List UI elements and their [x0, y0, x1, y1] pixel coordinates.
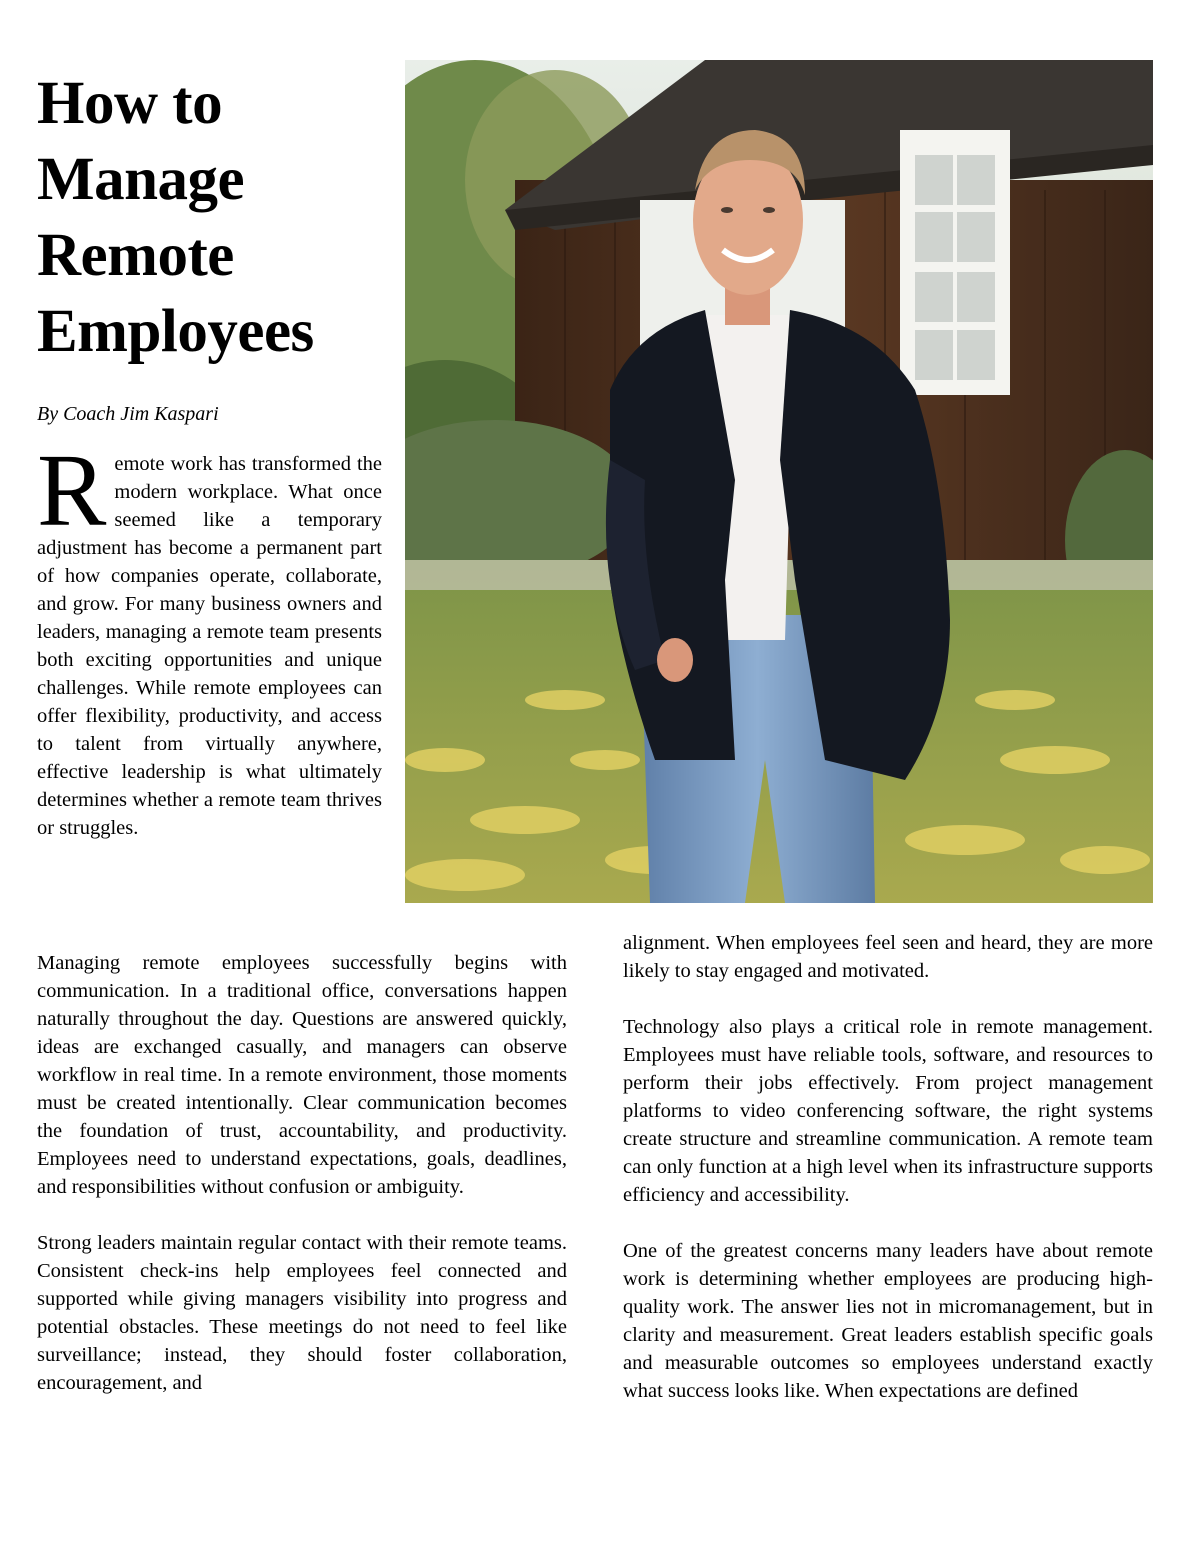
paragraph-quality: One of the greatest concerns many leaders have about remote work is determining whether employees are producing high-quality work. The answer lies not in micromanagement, but in clarity and measurement. Great leaders establish specific goals and measurable outcomes so employees understand exactly what success looks like. When expectations are defined — [623, 1240, 1153, 1402]
intro-paragraph — [37, 433, 382, 842]
paragraph-technology: Technology also plays a critical role in remote management. Employees must have reliable tools, software, and resources to perform their jobs effectively. From project management platforms to video conferencing software, the right systems create structure and streamline communication. A remote team can only function at a high level when its infrastructure supports efficiency and accessibility. — [623, 1016, 1153, 1206]
article-title: How to Manage Remote Employees — [37, 70, 314, 365]
author-photo — [405, 60, 1153, 903]
paragraph-contact-continued: alignment. When employees feel seen and heard, they are more likely to stay engaged and motivated. — [623, 932, 1153, 982]
intro-text: emote work has transformed the modern workplace. What once seemed like a temporary adjustment has become a permanent part of how companies operate, collaborate, and grow. For many business owners and leaders, managing a remote team presents both exciting opportunities and unique challenges. While remote employees can offer flexibility, productivity, and access to talent from virtually anywhere, effective leadership is what ultimately determines whether a remote team thrives or struggles. — [37, 453, 382, 839]
drop-cap: R — [37, 433, 107, 548]
left-column — [37, 66, 382, 842]
paragraph-contact: Strong leaders maintain regular contact with their remote teams. Consistent check-ins help employees feel connected and supported while giving managers visibility into progress and potential obstacles. These meetings do not need to feel like surveillance; instead, they should foster collaboration, encouragement, and — [37, 1232, 567, 1394]
right-column — [623, 929, 1153, 1433]
paragraph-communication: Managing remote employees successfully begins with communication. In a traditional office, conversations happen naturally throughout the day. Questions are answered quickly, ideas are exchanged casually, and managers can observe workflow in real time. In a remote environment, those moments must be created intentionally. Clear communication becomes the foundation of trust, accountability, and productivity. Employees need to understand expectations, goals, deadlines, and responsibilities without confusion or ambiguity. — [37, 952, 567, 1198]
byline: By Coach Jim Kaspari — [37, 403, 219, 425]
middle-column — [37, 949, 567, 1425]
author-portrait-photo-icon — [405, 60, 1153, 903]
